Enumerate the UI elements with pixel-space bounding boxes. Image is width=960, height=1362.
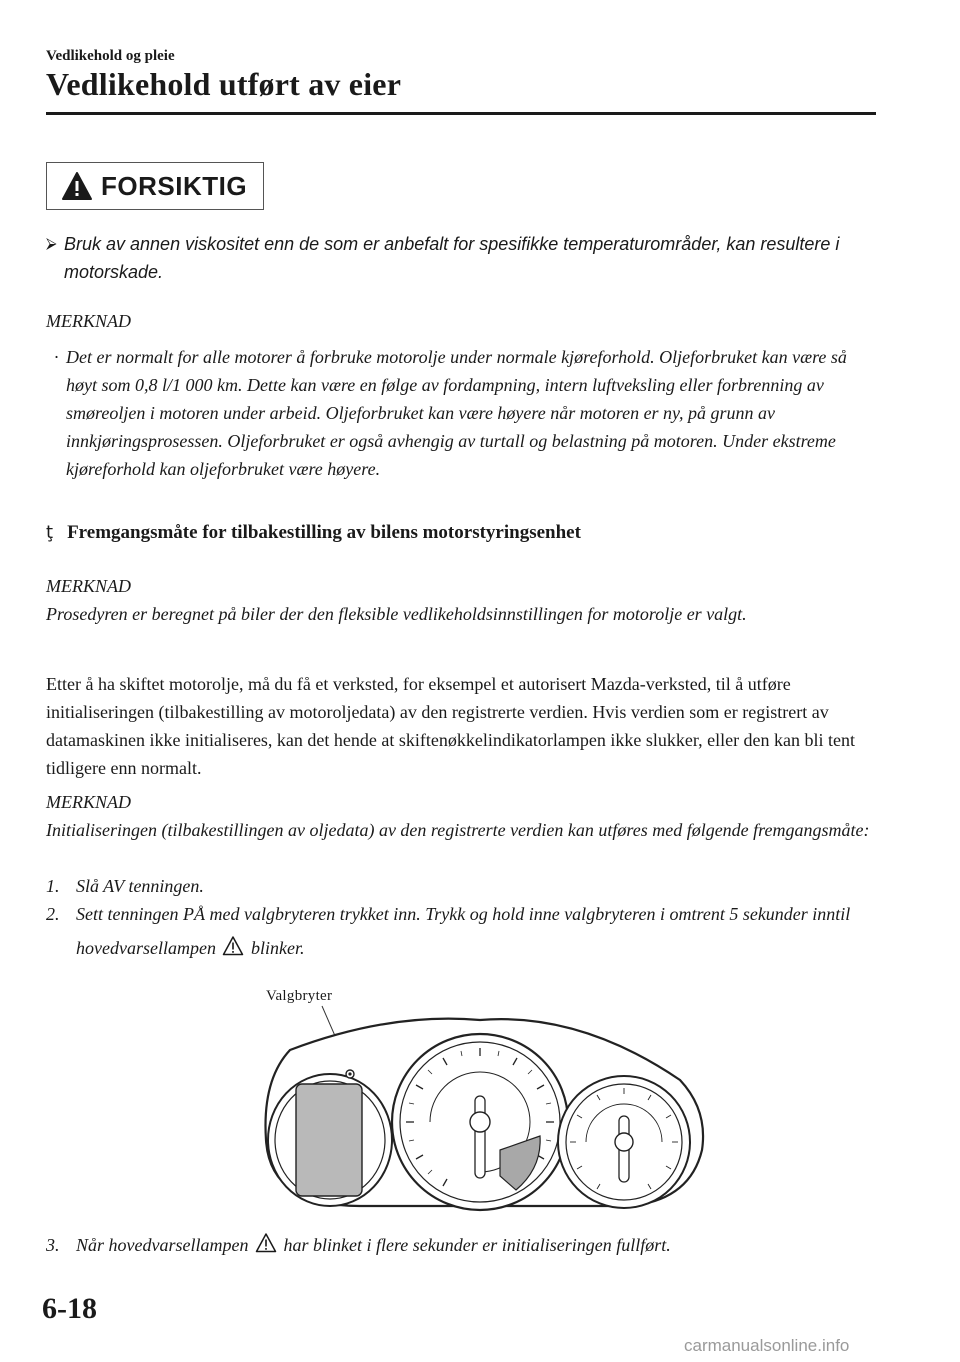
step-3 bbox=[46, 1228, 906, 1262]
step-text: Slå AV tenningen. bbox=[76, 876, 204, 896]
note-1-text: Det er normalt for alle motorer å forbruke motorolje under normale kjøreforhold. Oljeforbruket kan være så høyt som 0,8 l/1 000 km. Dette kan være en følge av fordampning, intern luftveksling eller forbrenning av smøreoljen i motoren under arbeid. Oljeforbruket kan være høyere når motoren er ny, på grunn av innkjøringsprosessen. Oljeforbruket er også avhengig av turtall og belastning på motoren. Under ekstreme kjøreforhold kan oljeforbruket være høyere. bbox=[66, 347, 847, 479]
warning-triangle-icon bbox=[61, 171, 93, 201]
section-label: Vedlikehold og pleie bbox=[46, 48, 175, 64]
title-rule bbox=[46, 112, 876, 115]
subheading-text: Fremgangsmåte for tilbakestilling av bilens motorstyringsenhet bbox=[67, 522, 581, 543]
step-3-row bbox=[46, 1228, 906, 1262]
master-warning-icon bbox=[255, 1232, 277, 1254]
note-label-1: MERKNAD bbox=[46, 311, 131, 331]
step-number: 1. bbox=[46, 876, 60, 896]
caution-box bbox=[46, 162, 264, 210]
step-text: Når hovedvarsellampen bbox=[76, 1235, 249, 1255]
figure-callout-label: Valgbryter bbox=[266, 988, 333, 1004]
page-number: 6-18 bbox=[42, 1292, 97, 1325]
step-2 bbox=[46, 897, 876, 965]
note-2-text: Prosedyren er beregnet på biler der den fleksible vedlikeholdsinnstillingen for motorolje er valgt. bbox=[46, 604, 747, 624]
page-title: Vedlikehold utført av eier bbox=[46, 66, 402, 102]
steps-list bbox=[46, 872, 876, 965]
step-number: 2. bbox=[46, 904, 60, 924]
body-paragraph: Etter å ha skiftet motorolje, må du få et verksted, for eksempel et autorisert Mazda-verksted, til å utføre initialiseringen (tilbakestilling av motoroljedata) av den registrerte verdien. Hvis verdien som er registrert av datamaskinen ikke initialiseres, kan det hende at skiftenøkkelindikatorlampen ikke slukker, eller den kan bli tent tidligere enn normalt. bbox=[46, 674, 856, 778]
step-text-end: blinker. bbox=[250, 938, 305, 958]
step-1 bbox=[46, 872, 876, 900]
caution-text bbox=[46, 230, 876, 286]
step-text-end: har blinket i flere sekunder er initialiseringen fullført. bbox=[283, 1235, 671, 1255]
subheading-marker-icon: ţ bbox=[46, 522, 54, 543]
step-text: Sett tenningen PÅ med valgbryteren trykket inn. Trykk og hold inne valgbryteren i omtrent 5 sekunder inntil hovedvarsellampen bbox=[76, 904, 851, 958]
note-label-3: MERKNAD bbox=[46, 792, 131, 812]
caution-label: FORSIKTIG bbox=[101, 170, 248, 201]
master-warning-icon bbox=[222, 935, 244, 957]
note-label-2: MERKNAD bbox=[46, 576, 131, 596]
note-3-intro: Initialiseringen (tilbakestillingen av oljedata) av den registrerte verdien kan utføres med følgende fremgangsmåte: bbox=[46, 820, 870, 840]
note-1-bullet bbox=[46, 343, 876, 483]
watermark: carmanualsonline.info bbox=[684, 1336, 850, 1355]
subheading bbox=[46, 522, 876, 544]
bullet-arrow-icon: ⮚ bbox=[46, 235, 57, 252]
caution-paragraph: Bruk av annen viskositet enn de som er anbefalt for spesifikke temperaturområder, kan resultere i motorskade. bbox=[64, 234, 840, 282]
bullet-dot-icon: · bbox=[54, 347, 59, 367]
step-number: 3. bbox=[46, 1235, 60, 1255]
instrument-cluster-figure bbox=[250, 1000, 710, 1220]
